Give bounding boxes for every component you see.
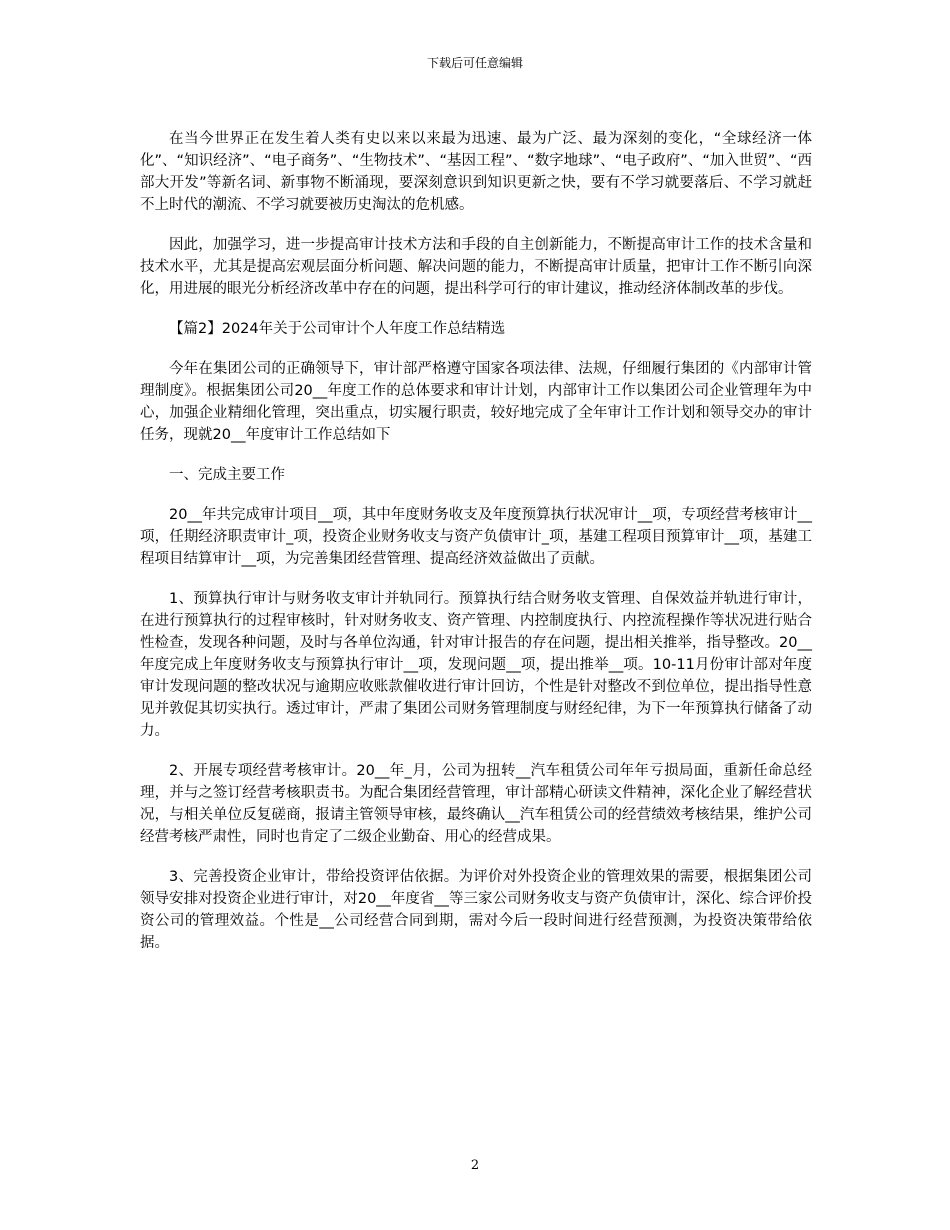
paragraph-item-3-investment-audit: 3、完善投资企业审计，带给投资评估依据。为评价对外投资企业的管理效果的需要，根据集团公司领导安排对投资企业进行审计，对20__年度省__等三家公司财务收支与资产负债审计，深化、综合评价投资公司的管理效益。个性是__公司经营合同到期，需对今后一段时间进行经营预测，为投资决策带给依据。 [140, 869, 812, 951]
paragraph-item-1-budget-audit: 1、预算执行审计与财务收支审计并轨同行。预算执行结合财务收支管理、自保效益并轨进行审计，在进行预算执行的过程审核时，针对财务收支、资产管理、内控制度执行、内控流程操作等状况进行贴合性检查，发现各种问题，及时与各单位沟通，针对审计报告的存在问题，提出相关推举，指导整改。20__年度完成上年度财务收支与预算执行审计__项，发现问题__项，提出推举__项。10-11月份审计部对年度审计发现问题的整改状况与逾期应收账款催收进行审计回访，个性是针对整改不到位单位，提出指导性意见并敦促其切实执行。透过审计，严肃了集团公司财务管理制度与财经纪律，为下一年预算执行储备了动力。 [140, 591, 812, 739]
paragraph-intro-summary: 今年在集团公司的正确领导下，审计部严格遵守国家各项法律、法规，仔细履行集团的《内部审计管理制度》。根据集团公司20__年度工作的总体要求和审计计划，内部审计工作以集团公司企业管理年为中心，加强企业精细化管理，突出重点，切实履行职责，较好地完成了全年审计工作计划和领导交办的审计任务，现就20__年度审计工作总结如下 [140, 361, 812, 443]
paragraph-audit-projects: 20__年共完成审计项目__项，其中年度财务收支及年度预算执行状况审计__项，专项经营考核审计__项，任期经济职责审计_项，投资企业财务收支与资产负债审计_项，基建工程项目预算审计__项，基建工程项目结算审计__项，为完善集团经营管理、提高经济效益做出了贡献。 [140, 507, 812, 567]
section-heading-main-work: 一、完成主要工作 [169, 467, 285, 483]
document-body [140, 128, 812, 972]
page-header: 下载后可任意编辑 [426, 56, 523, 70]
paragraph-strengthen-learning: 因此，加强学习，进一步提高审计技术方法和手段的自主创新能力，不断提高审计工作的技术含量和技术水平，尤其是提高宏观层面分析问题、解决问题的能力，不断提高审计质量，把审计工作不断引向深化，用进展的眼光分析经济改革中存在的问题，提出科学可行的审计建议，推动经济体制改革的步伐。 [140, 237, 812, 297]
paragraph-global-change: 在当今世界正在发生着人类有史以来以来最为迅速、最为广泛、最为深刻的变化，“全球经济一体化”、“知识经济”、“电子商务”、“生物技术”、“基因工程”、“数字地球”、“电子政府”、“加入世贸”、“西部大开发”等新名词、新事物不断涌现，要深刻意识到知识更新之快，要有不学习就要落后、不学习就赶不上时代的潮流、不学习就要被历史淘汰的危机感。 [140, 131, 812, 213]
paragraph-item-2-operation-audit: 2、开展专项经营考核审计。20__年_月，公司为扭转__汽车租赁公司年年亏损局面，重新任命总经理，并与之签订经营考核职责书。为配合集团经营管理，审计部精心研读文件精神，深化企业了解经营状况，与相关单位反复磋商，报请主管领导审核，最终确认__汽车租赁公司的经营绩效考核结果，维护公司经营考核严肃性，同时也肯定了二级企业勤奋、用心的经营成果。 [140, 763, 812, 845]
section-title-part-2: 【篇2】2024年关于公司审计个人年度工作总结精选 [169, 321, 506, 337]
page-number: 2 [470, 1158, 480, 1173]
